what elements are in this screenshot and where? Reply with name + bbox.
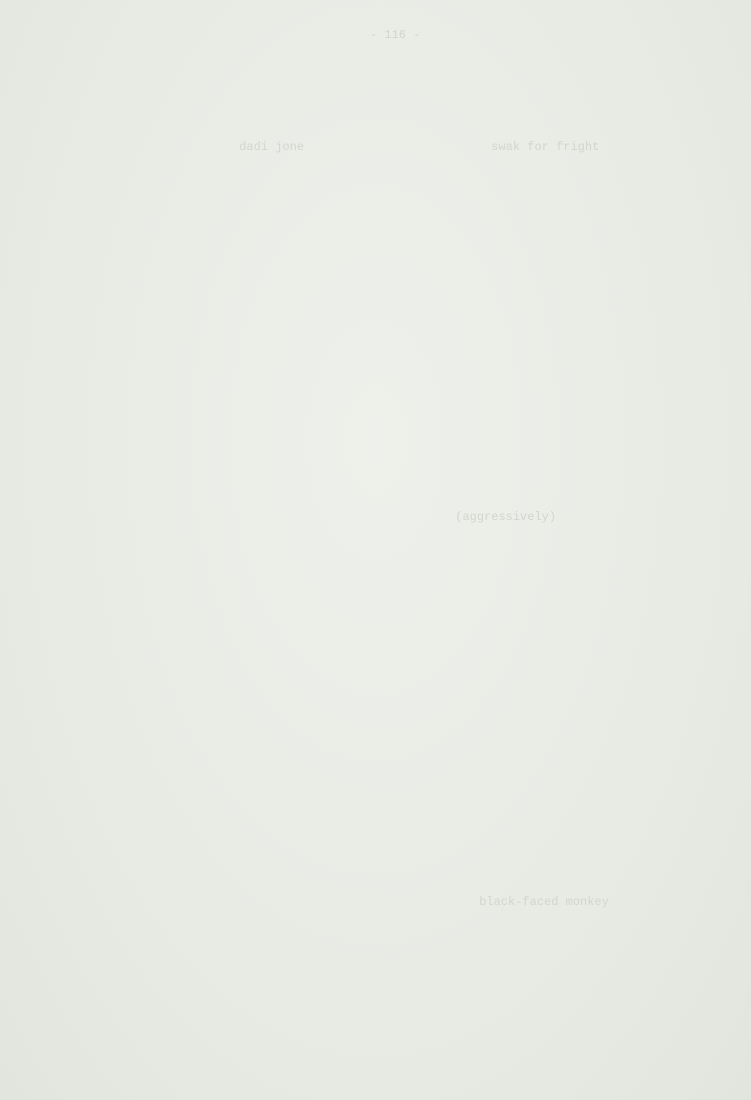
- bleed-through-text: - 116 -: [370, 28, 421, 42]
- bleed-through-text: dadi jone swak for fright: [160, 140, 600, 154]
- bleed-through-text: black-faced monkey: [400, 895, 609, 909]
- bleed-through-text: (aggressively): [160, 510, 557, 524]
